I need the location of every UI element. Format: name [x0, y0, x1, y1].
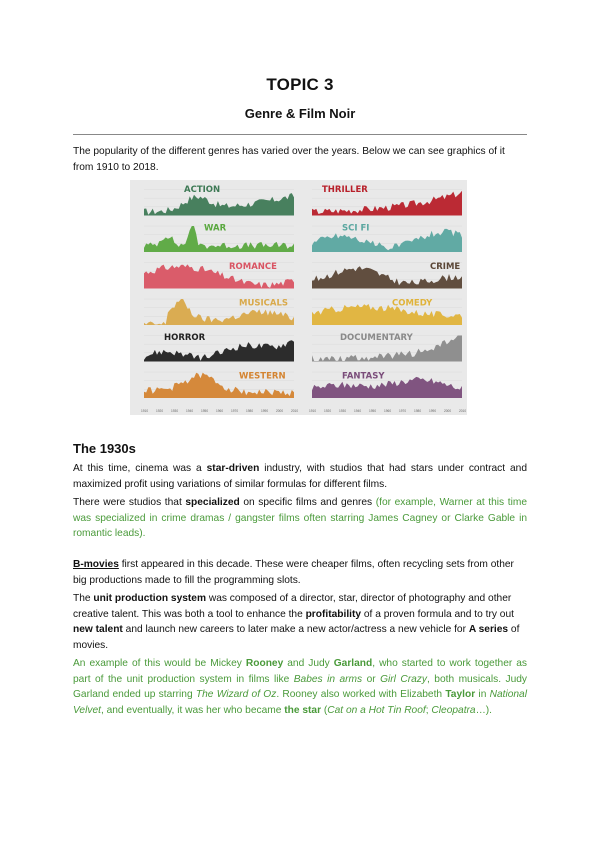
genre-label-romance: ROMANCE	[229, 262, 277, 272]
p5-italic-babes: Babes in arms	[293, 673, 363, 685]
x-tick-1-7: 1980	[414, 409, 422, 413]
p5-text-o: , and eventually, it was her who became	[100, 705, 285, 717]
p5-text-q: (	[321, 705, 328, 717]
p5-text-s: ;	[425, 705, 432, 717]
p5-bold-taylor: Taylor	[445, 689, 476, 701]
genre-popularity-figure	[130, 180, 467, 415]
x-tick-0-2: 1930	[171, 409, 179, 413]
p3-text-b: first appeared in this decade. These were cheaper films, often recycling sets from other big productions made to fill the programming slots.	[73, 559, 514, 586]
paragraph-b-movies	[73, 557, 527, 588]
x-tick-1-10: 2010	[459, 409, 467, 413]
genre-label-thriller: THRILLER	[322, 185, 368, 195]
x-tick-1-5: 1960	[384, 409, 392, 413]
x-tick-1-3: 1940	[354, 409, 362, 413]
x-tick-0-9: 2000	[276, 409, 284, 413]
genre-label-fantasy: FANTASY	[342, 371, 385, 382]
genre-label-crime: CRIME	[430, 262, 461, 272]
p5-text-a: An example of this would be Mickey	[73, 658, 246, 669]
x-tick-0-8: 1990	[261, 409, 269, 413]
genre-area-fantasy	[312, 377, 462, 398]
p5-italic-wizard: The Wizard of Oz	[195, 689, 277, 701]
p4-text-e: of a proven formula and to try out	[361, 608, 514, 620]
p5-italic-cat: Cat on a Hot Tin Roof	[327, 705, 426, 717]
p2-text-c: on specific films and genres	[239, 497, 376, 508]
x-tick-0-4: 1950	[201, 409, 209, 413]
genre-label-horror: HORROR	[164, 333, 206, 343]
x-tick-0-10: 2010	[291, 409, 299, 413]
intro-paragraph: The popularity of the different genres has varied over the years. Below we can see graphics of it from 1910 to 2018.	[73, 146, 505, 173]
p5-text-c: and Judy	[283, 658, 334, 669]
p5-text-g: or	[362, 673, 381, 685]
p4-text-a: The	[73, 593, 94, 604]
genre-label-sci-fi: SCI FI	[342, 223, 370, 234]
paragraph-specialized	[73, 495, 527, 542]
page-title: TOPIC 3	[266, 75, 334, 94]
section-heading: The 1930s	[73, 441, 136, 456]
p5-text-u: …).	[475, 705, 493, 717]
x-tick-1-6: 1970	[399, 409, 407, 413]
paragraph-star-driven	[73, 461, 527, 492]
p2-example-green: (for example, Warner at this time was specialized in crime dramas / gangster films often starring James Cagney or Clarke Gable in romantic leads).	[73, 497, 527, 540]
page-subtitle: Genre & Film Noir	[244, 106, 356, 121]
p4-text-g: and launch new careers to later make a new actor/actress a new vehicle for	[122, 624, 469, 636]
p4-bold-a-series: A series	[468, 624, 509, 636]
genre-area-horror	[144, 340, 294, 361]
genre-charts-svg	[130, 180, 467, 415]
title-divider	[73, 134, 527, 135]
p1-text-a: At this time, cinema was a	[73, 463, 207, 474]
genre-label-war: WAR	[204, 223, 227, 234]
p2-text-a: There were studios that	[73, 497, 186, 508]
p5-text-i: , both musicals. Judy Garland ended up starring	[73, 673, 527, 701]
p1-bold-star-driven: star-driven	[206, 463, 260, 474]
x-tick-0-5: 1960	[216, 409, 224, 413]
p5-bold-the-star: the star	[284, 705, 322, 717]
paragraph-rooney-garland	[73, 656, 527, 719]
p1-text-c: industry, with studios that had stars under contract and maximized profit using variations of similar formulas for different films.	[73, 463, 527, 490]
genre-label-western: WESTERN	[239, 371, 286, 382]
p4-text-i: of movies.	[73, 624, 520, 652]
x-tick-0-1: 1920	[156, 409, 164, 413]
x-tick-1-9: 2000	[444, 409, 452, 413]
p4-text-c: was composed of a director, star, director of photography and other creative talent. This was both a tool to enhance the	[73, 593, 512, 620]
paragraph-unit-production	[73, 591, 527, 654]
genre-label-comedy: COMEDY	[392, 298, 433, 309]
p2-bold-specialized: specialized	[185, 497, 240, 508]
p5-bold-rooney: Rooney	[245, 658, 284, 669]
p5-text-k: . Rooney also worked with Elizabeth	[276, 689, 446, 701]
x-tick-1-0: 1910	[309, 409, 317, 413]
genre-area-sci-fi	[312, 229, 462, 252]
x-tick-1-1: 1920	[324, 409, 332, 413]
p5-italic-cleopatra: Cleopatra	[431, 705, 476, 717]
p5-bold-garland: Garland	[333, 658, 373, 669]
genre-label-musicals: MUSICALS	[239, 298, 288, 309]
x-tick-0-0: 1910	[141, 409, 149, 413]
p4-bold-new-talent: new talent	[73, 624, 123, 636]
p3-b-movies-term: B-movies	[73, 559, 119, 570]
genre-label-documentary: DOCUMENTARY	[340, 333, 413, 343]
genre-area-comedy	[312, 304, 462, 325]
genre-label-action: ACTION	[184, 185, 221, 195]
x-tick-1-2: 1930	[339, 409, 347, 413]
x-tick-1-4: 1950	[369, 409, 377, 413]
genre-area-action	[144, 193, 294, 215]
x-tick-0-7: 1980	[246, 409, 254, 413]
x-tick-0-3: 1940	[186, 409, 194, 413]
p4-bold-profitability: profitability	[305, 608, 362, 620]
x-tick-1-8: 1990	[429, 409, 437, 413]
p5-text-m: in	[475, 689, 490, 701]
x-tick-0-6: 1970	[231, 409, 239, 413]
p5-italic-girl-crazy: Girl Crazy	[380, 673, 427, 685]
p5-italic-national-velvet: National Velvet	[73, 689, 527, 717]
p4-bold-unit-production: unit production system	[93, 593, 207, 604]
p5-text-e: , who started to work together as part of the unit production system in films like	[73, 658, 527, 685]
